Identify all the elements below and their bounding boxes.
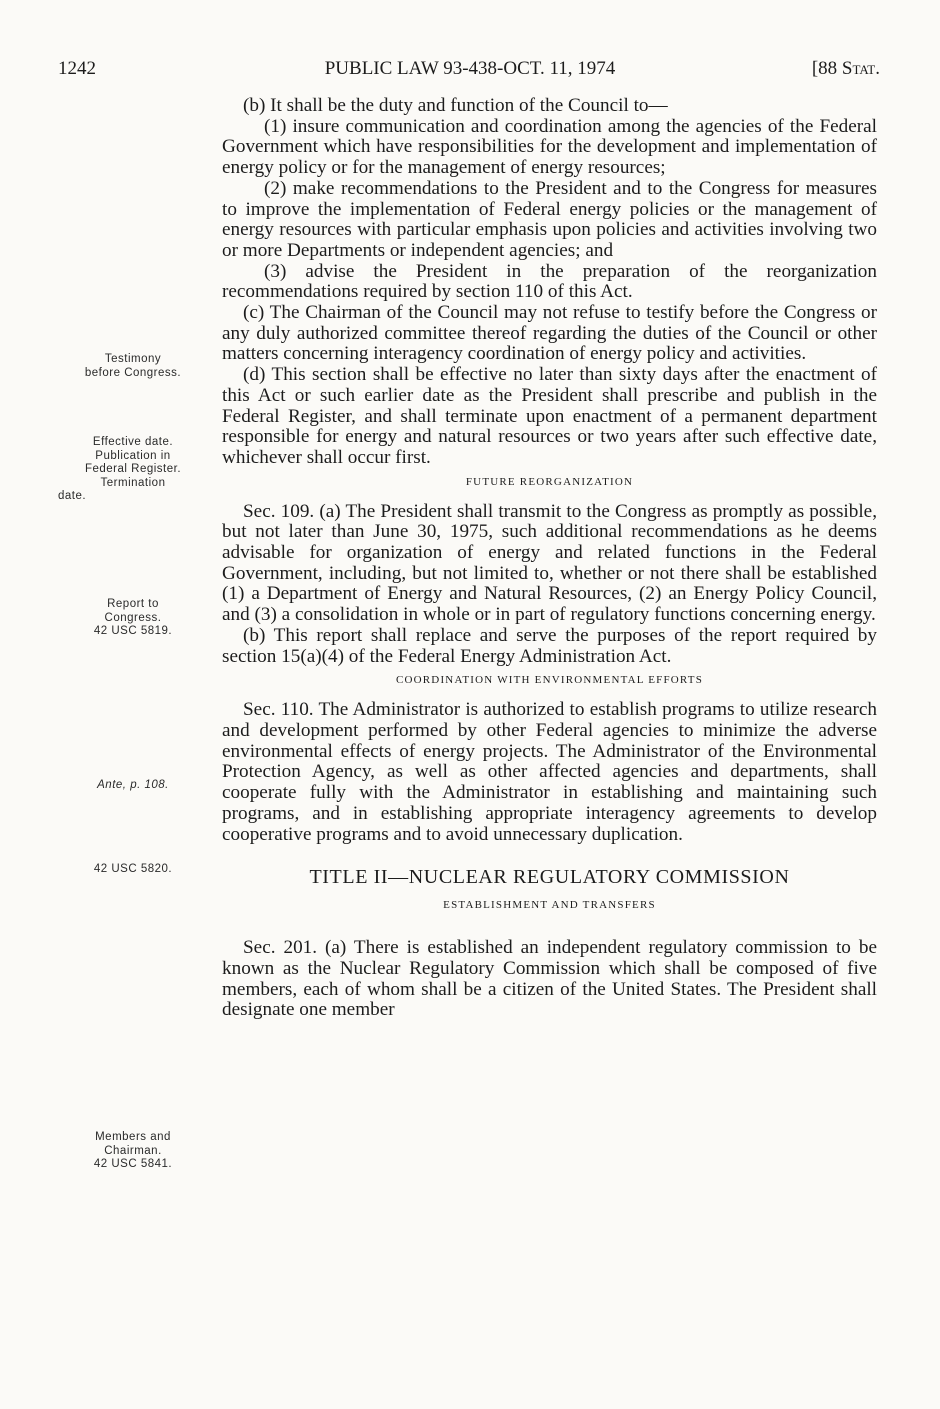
paragraph-d: (d) This section shall be effective no later than sixty days after the enactment of this Act or such earlier date as the President shall prescribe and publish in the Federal Register, and shall terminate upon enactment of a permanent department responsible for energy and natural resources or two years after such effective date, whichever shall occur first. [222, 364, 877, 468]
heading-future-reorganization: FUTURE REORGANIZATION [465, 475, 634, 488]
paragraph-c: (c) The Chairman of the Council may not refuse to testify before the Congress or any duly authorized committee thereof regarding the duties of the Council or other matters concerning interagency coordination of energy policy and activities. [222, 302, 877, 365]
margin-note-members: Members and Chairman. 42 USC 5841. [93, 1131, 173, 1171]
margin-note-42-usc-5820: 42 USC 5820. [93, 863, 173, 875]
heading-establishment: ESTABLISHMENT AND TRANSFERS [443, 899, 656, 912]
running-header [0, 58, 940, 84]
paragraph-b3: (3) advise the President in the preparation of the reorganization recommendations required by section 110 of this Act. [222, 260, 877, 303]
paragraph-b: (b) It shall be the duty and function of the Council to— [243, 95, 668, 116]
page-number: 1242 [58, 58, 96, 79]
heading-coordination: COORDINATION WITH ENVIRONMENTAL EFFORTS [395, 674, 704, 687]
section-201: Sec. 201. (a) There is established an independent regulatory commission to be known as the Nuclear Regulatory Commission which shall be composed of five members, each of whom shall be a citizen of the United States. The President shall designate one member [222, 937, 877, 1021]
title-ii-heading: TITLE II—NUCLEAR REGULATORY COMMISSION [309, 866, 790, 889]
header-title: PUBLIC LAW 93-438-OCT. 11, 1974 [324, 58, 616, 79]
margin-note-testimony: Testimony before Congress. [84, 353, 182, 379]
margin-note-report-to-congress: Report to Congress. 42 USC 5819. [93, 598, 173, 638]
body-text [222, 96, 877, 1021]
margin-note-ante: Ante, p. 108. [97, 779, 169, 791]
section-110: Sec. 110. The Administrator is authorized to establish programs to utilize research and development performed by other Federal agencies to minimize the adverse environmental effects of energy projects. The Administrator of the Environmental Protection Agency, as well as other affected agencies and departments, shall cooperate fully with the Administrator in establishing and maintaining such programs, and in establishing appropriate interagency agreements to develop cooperative programs and to avoid unnecessary duplication. [222, 699, 877, 845]
paragraph-b1: (1) insure communication and coordination among the agencies of the Federal Government which have responsibilities for the development and implementation of energy policy or for the management of energy resources; [222, 115, 877, 179]
statute-reference: [88 Stat. [811, 58, 880, 79]
paragraph-b2: (2) make recommendations to the President and to the Congress for measures to improve the implementation of Federal energy policies or the management of energy resources with particular emphasis upon policies and activities involving two or more Departments or independent agencies; and [222, 177, 877, 261]
margin-note-effective-date: Effective date. Publication in Federal Register. Termination date. [58, 436, 182, 503]
section-109-a: Sec. 109. (a) The President shall transmit to the Congress as promptly as possible, but not later than June 30, 1975, such additional recommendations as he deems advisable for organization of energy and related functions in the Federal Government, including, but not limited to, whether or not there shall be established (1) a Department of Energy and Natural Resources, (2) an Energy Policy Council, and (3) a consolidation in whole or in part of regulatory functions concerning energy. [222, 500, 877, 626]
section-109-b: (b) This report shall replace and serve the purposes of the report required by section 15(a)(4) of the Federal Energy Administration Act. [222, 624, 877, 667]
